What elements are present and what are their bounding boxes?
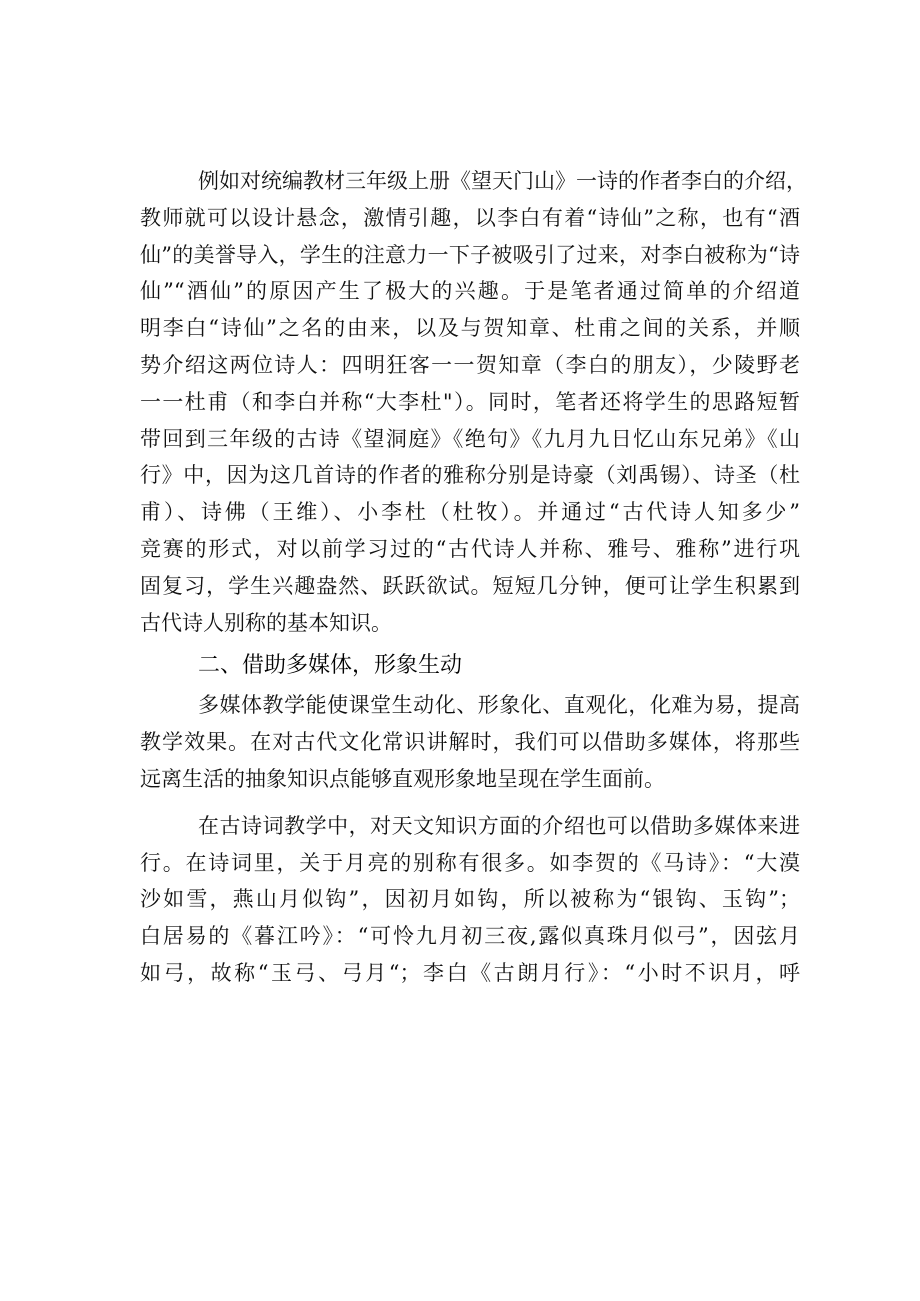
section-heading: 二、借助多媒体，形象生动 [198, 653, 463, 679]
paragraph-spacer [140, 798, 800, 808]
text-line: 仙”“酒仙”的原因产生了极大的兴趣。于是笔者通过简单的介绍道 [140, 279, 800, 304]
text-line: 多媒体教学能使课堂生动化、形象化、直观化，化难为易，提高 [198, 693, 800, 718]
paragraph-multimedia-teaching [140, 687, 800, 797]
document-body [140, 163, 807, 992]
text-line: 固复习，学生兴趣盎然、跃跃欲试。短短几分钟，便可让学生积累到 [140, 573, 800, 598]
text-line: 例如对统编教材三年级上册《望天门山》一诗的作者李白的介绍， [198, 169, 807, 193]
text-line: 仙”的美誉导入，学生的注意力一下子被吸引了过来，对李白被称为“诗 [140, 242, 800, 267]
text-line: 行。在诗词里，关于月亮的别称有很多。如李贺的《马诗》：“大漠 [140, 850, 800, 875]
text-line: 明李白“诗仙”之名的由来，以及与贺知章、杜甫之间的关系，并顺 [140, 316, 800, 341]
text-line: 竞赛的形式，对以前学习过的“古代诗人并称、雅号、雅称”进行巩 [140, 536, 800, 561]
paragraph-li-bai-introduction [140, 163, 807, 641]
text-line: 如弓，故称“玉弓、弓月“；李白《古朗月行》：“小时不识月，呼 [140, 960, 800, 985]
text-line: 带回到三年级的古诗《望洞庭》《绝句》《九月九日忆山东兄弟》《山 [140, 426, 800, 451]
text-line: 在古诗词教学中，对天文知识方面的介绍也可以借助多媒体来进 [198, 813, 800, 838]
text-line: 势介绍这两位诗人：四明狂客一一贺知章（李白的朋友），少陵野老 [140, 352, 800, 377]
text-line: 教师就可以设计悬念，激情引趣，以李白有着“诗仙”之称，也有“酒 [140, 205, 800, 230]
text-line: 白居易的《暮江吟》：“可怜九月初三夜,露似真珠月似弓”，因弦月 [140, 924, 800, 949]
paragraph-moon-names [140, 808, 800, 992]
text-line: 远离生活的抽象知识点能够直观形象地呈现在学生面前。 [140, 766, 665, 791]
text-line: 甫）、诗佛（王维）、小李杜（杜牧）。并通过“古代诗人知多少” [140, 500, 800, 525]
text-line: 沙如雪，燕山月似钩”，因初月如钩，所以被称为“银钩、玉钩”； [140, 887, 800, 912]
text-line: 行》中，因为这几首诗的作者的雅称分别是诗豪（刘禹锡）、诗圣（杜 [140, 463, 800, 488]
text-line: 教学效果。在对古代文化常识讲解时，我们可以借助多媒体，将那些 [140, 730, 800, 755]
text-line: 一一杜甫（和李白并称“大李杜"）。同时，笔者还将学生的思路短暂 [140, 389, 800, 414]
text-line: 古代诗人别称的基本知识。 [140, 610, 392, 635]
